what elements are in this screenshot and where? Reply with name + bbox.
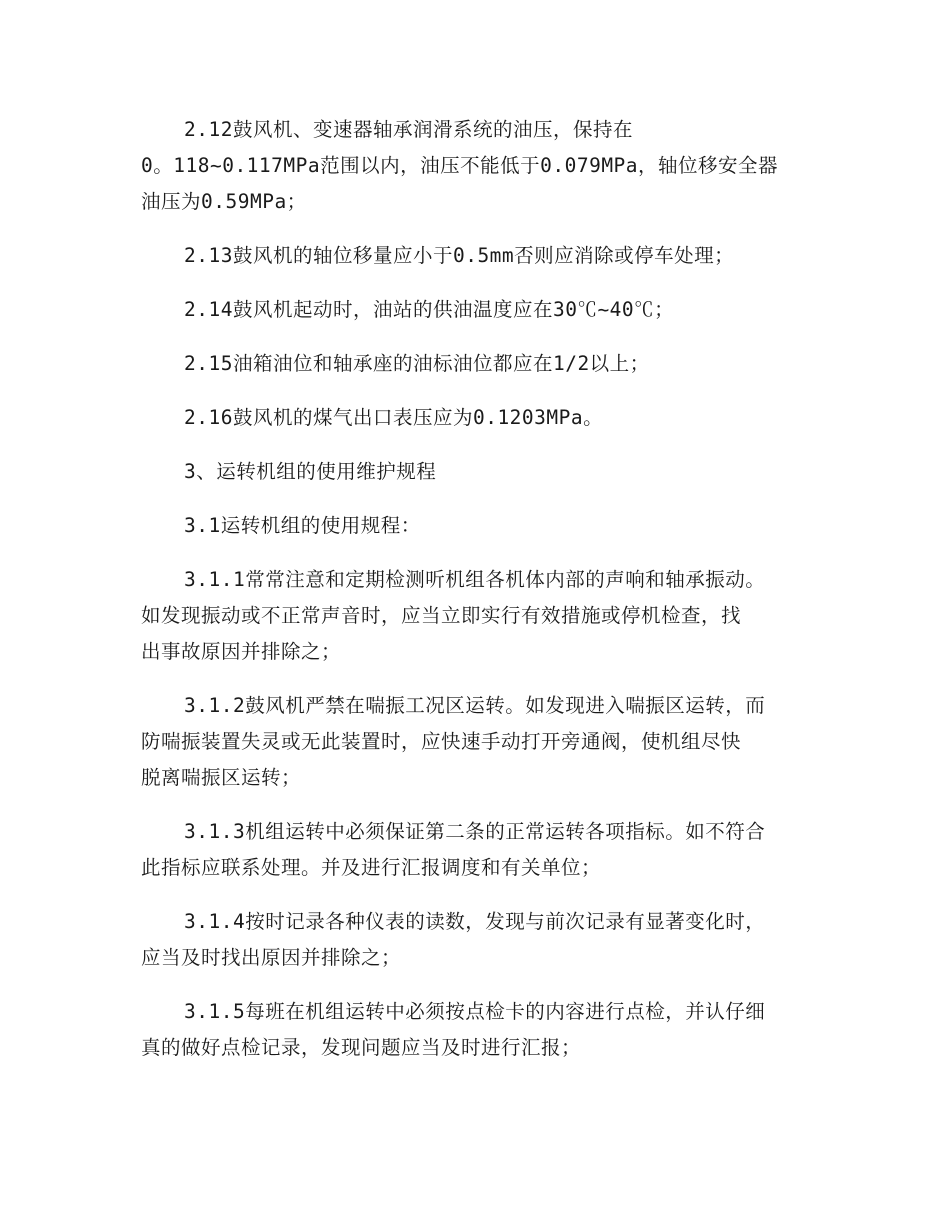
paragraph-2-15 [141,346,816,382]
paragraph-2-14 [141,292,816,328]
paragraph-3-1-2 [141,688,816,796]
text-line: 脱离喘振区运转； [141,766,302,789]
document-body [141,112,816,1084]
text-line: 应当及时找出原因并排除之； [141,946,402,969]
text-line: 2.12鼓风机、变速器轴承润滑系统的油压，保持在 [184,118,633,141]
text-line: 油压为0.59MPa； [141,190,307,213]
text-line: 3.1.2鼓风机严禁在喘振工况区运转。如发现进入喘振区运转，而 [184,694,766,717]
paragraph-3-1-3 [141,814,816,886]
text-line: 此指标应联系处理。并及进行汇报调度和有关单位； [141,856,602,879]
text-line: 2.15油箱油位和轴承座的油标油位都应在1/2以上； [184,352,650,375]
text-line: 真的做好点检记录，发现问题应当及时进行汇报； [141,1036,582,1059]
text-line: 3.1.3机组运转中必须保证第二条的正常运转各项指标。如不符合 [184,820,766,843]
text-line: 3.1.4按时记录各种仪表的读数，发现与前次记录有显著变化时， [184,910,766,933]
paragraph-3-1-5 [141,994,816,1066]
paragraph-3-1-1 [141,562,816,670]
text-line: 出事故原因并排除之； [141,640,342,663]
text-line: 0。118~0.117MPa范围以内，油压不能低于0.079MPa，轴位移安全器 [141,154,779,177]
text-line: 如发现振动或不正常声音时，应当立即实行有效措施或停机检查，找 [141,604,742,627]
paragraph-3-1-4 [141,904,816,976]
text-line: 防喘振装置失灵或无此装置时，应快速手动打开旁通阀，使机组尽快 [141,730,742,753]
text-line: 2.14鼓风机起动时，油站的供油温度应在30℃~40℃； [184,298,675,321]
subsection-heading-3-1 [141,508,816,544]
text-line: 2.16鼓风机的煤气出口表压应为0.1203MPa。 [184,406,604,429]
paragraph-2-16 [141,400,816,436]
paragraph-2-13 [141,238,816,274]
text-line: 3.1.1常常注意和定期检测听机组各机体内部的声响和轴承振动。 [184,568,766,591]
text-line: 2.13鼓风机的轴位移量应小于0.5mm否则应消除或停车处理； [184,244,735,267]
text-line: 3.1.5每班在机组运转中必须按点检卡的内容进行点检，并认仔细 [184,1000,766,1023]
paragraph-2-12 [141,112,816,220]
text-line: 3、运转机组的使用维护规程 [184,460,437,483]
section-heading-3 [141,454,816,490]
text-line: 3.1运转机组的使用规程： [184,514,421,537]
